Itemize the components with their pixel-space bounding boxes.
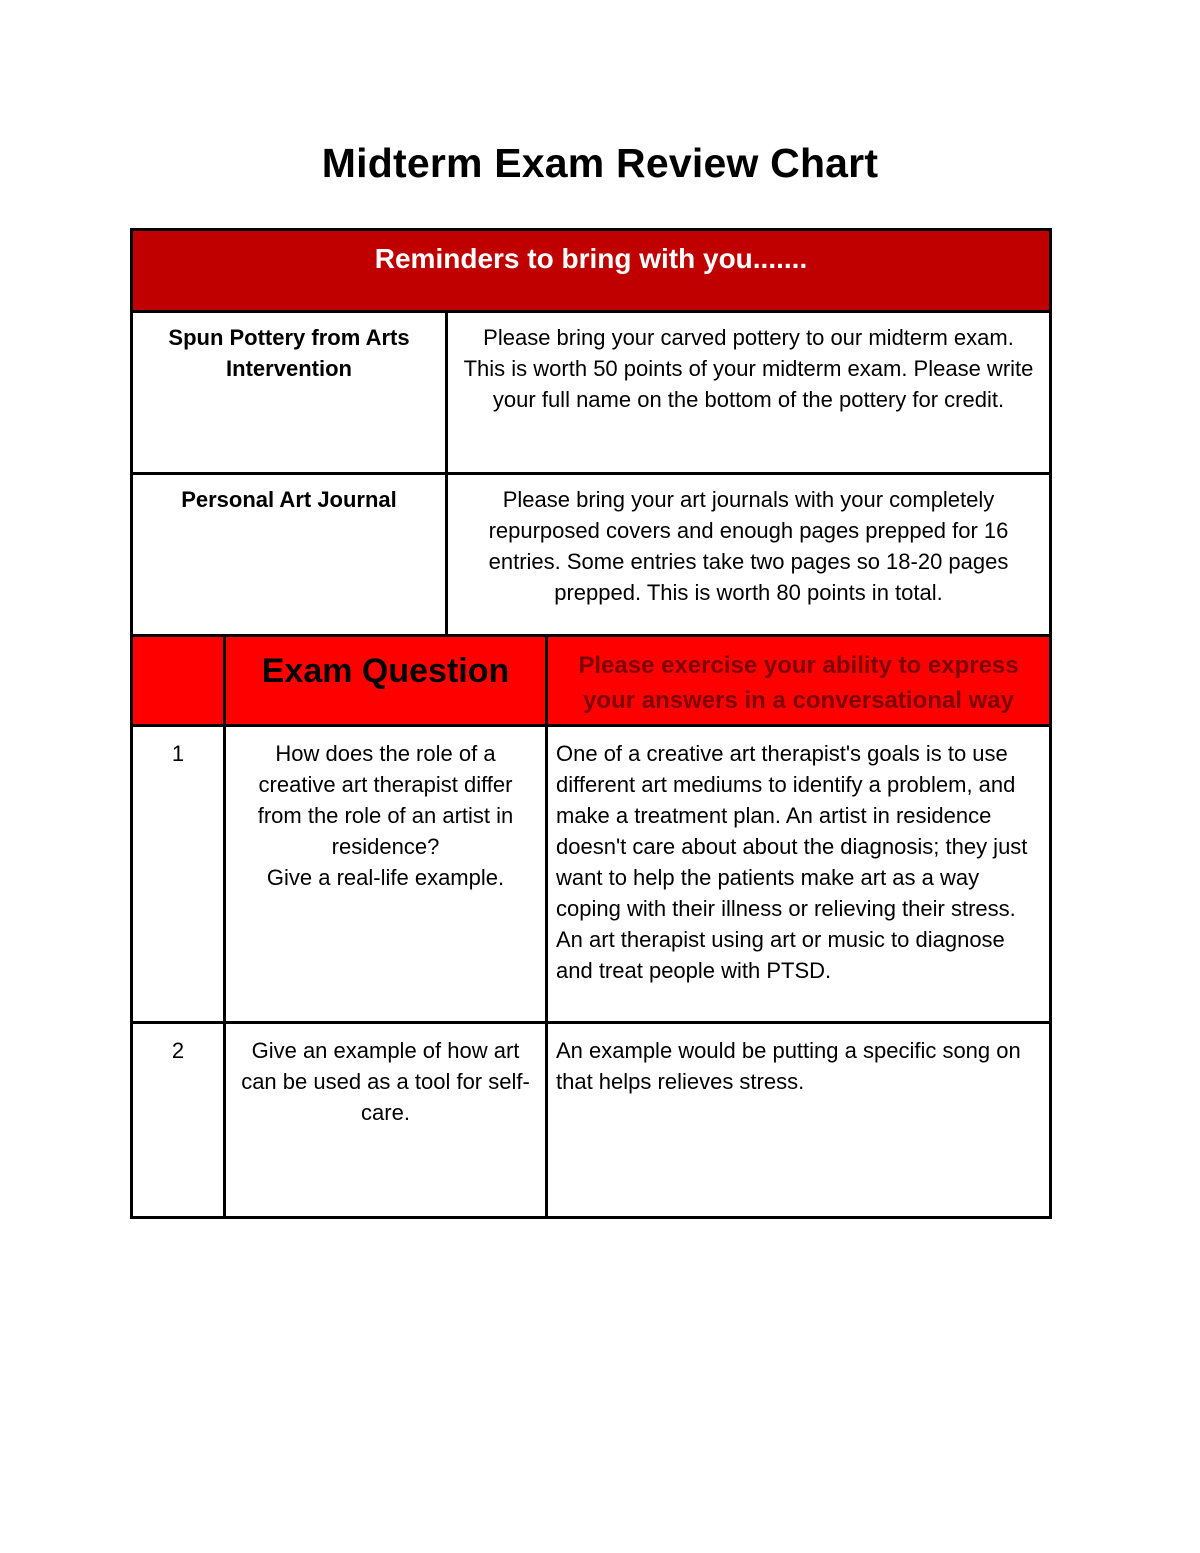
question-cell bbox=[225, 1023, 547, 1218]
exam-row bbox=[132, 1023, 1051, 1218]
exam-row bbox=[132, 726, 1051, 1023]
question-extra: Give a real-life example. bbox=[266, 865, 505, 890]
question-cell bbox=[225, 726, 547, 1023]
reminder-label: Personal Art Journal bbox=[132, 474, 447, 636]
exam-table bbox=[130, 634, 1052, 1219]
question-text: How does the role of a creative art therapist differ from the role of an artist in residence? bbox=[257, 741, 514, 859]
question-number: 1 bbox=[132, 726, 225, 1023]
reminder-label: Spun Pottery from Arts Intervention bbox=[132, 312, 447, 474]
reminder-row bbox=[132, 474, 1051, 636]
answer-text: One of a creative art therapist's goals is to use different art mediums to identify a problem, and make a treatment plan. An artist in residence doesn't care about about the diagnosis; they just want to help the patients make art as a way coping with their illness or relieving their stress. An art therapist using art or music to diagnose and treat people with PTSD. bbox=[547, 726, 1051, 1023]
reminder-text: Please bring your carved pottery to our midterm exam. This is worth 50 points of your midterm exam. Please write your full name on the bottom of the pottery for credit. bbox=[447, 312, 1051, 474]
reminders-header-row bbox=[132, 230, 1051, 312]
reminders-table bbox=[130, 228, 1052, 637]
number-header bbox=[132, 636, 225, 726]
page-title: Midterm Exam Review Chart bbox=[321, 140, 879, 186]
reminders-header: Reminders to bring with you....... bbox=[132, 230, 1051, 312]
reminder-row bbox=[132, 312, 1051, 474]
exam-header-row bbox=[132, 636, 1051, 726]
question-header: Exam Question bbox=[225, 636, 547, 726]
question-text: Give an example of how art can be used as a tool for self-care. bbox=[241, 1038, 530, 1125]
question-number: 2 bbox=[132, 1023, 225, 1218]
answer-header: Please exercise your ability to express your answers in a conversational way bbox=[547, 636, 1051, 726]
answer-text: An example would be putting a specific song on that helps relieves stress. bbox=[547, 1023, 1051, 1218]
reminder-text: Please bring your art journals with your completely repurposed covers and enough pages prepped for 16 entries. Some entries take two pages so 18-20 pages prepped. This is worth 80 points in total. bbox=[447, 474, 1051, 636]
